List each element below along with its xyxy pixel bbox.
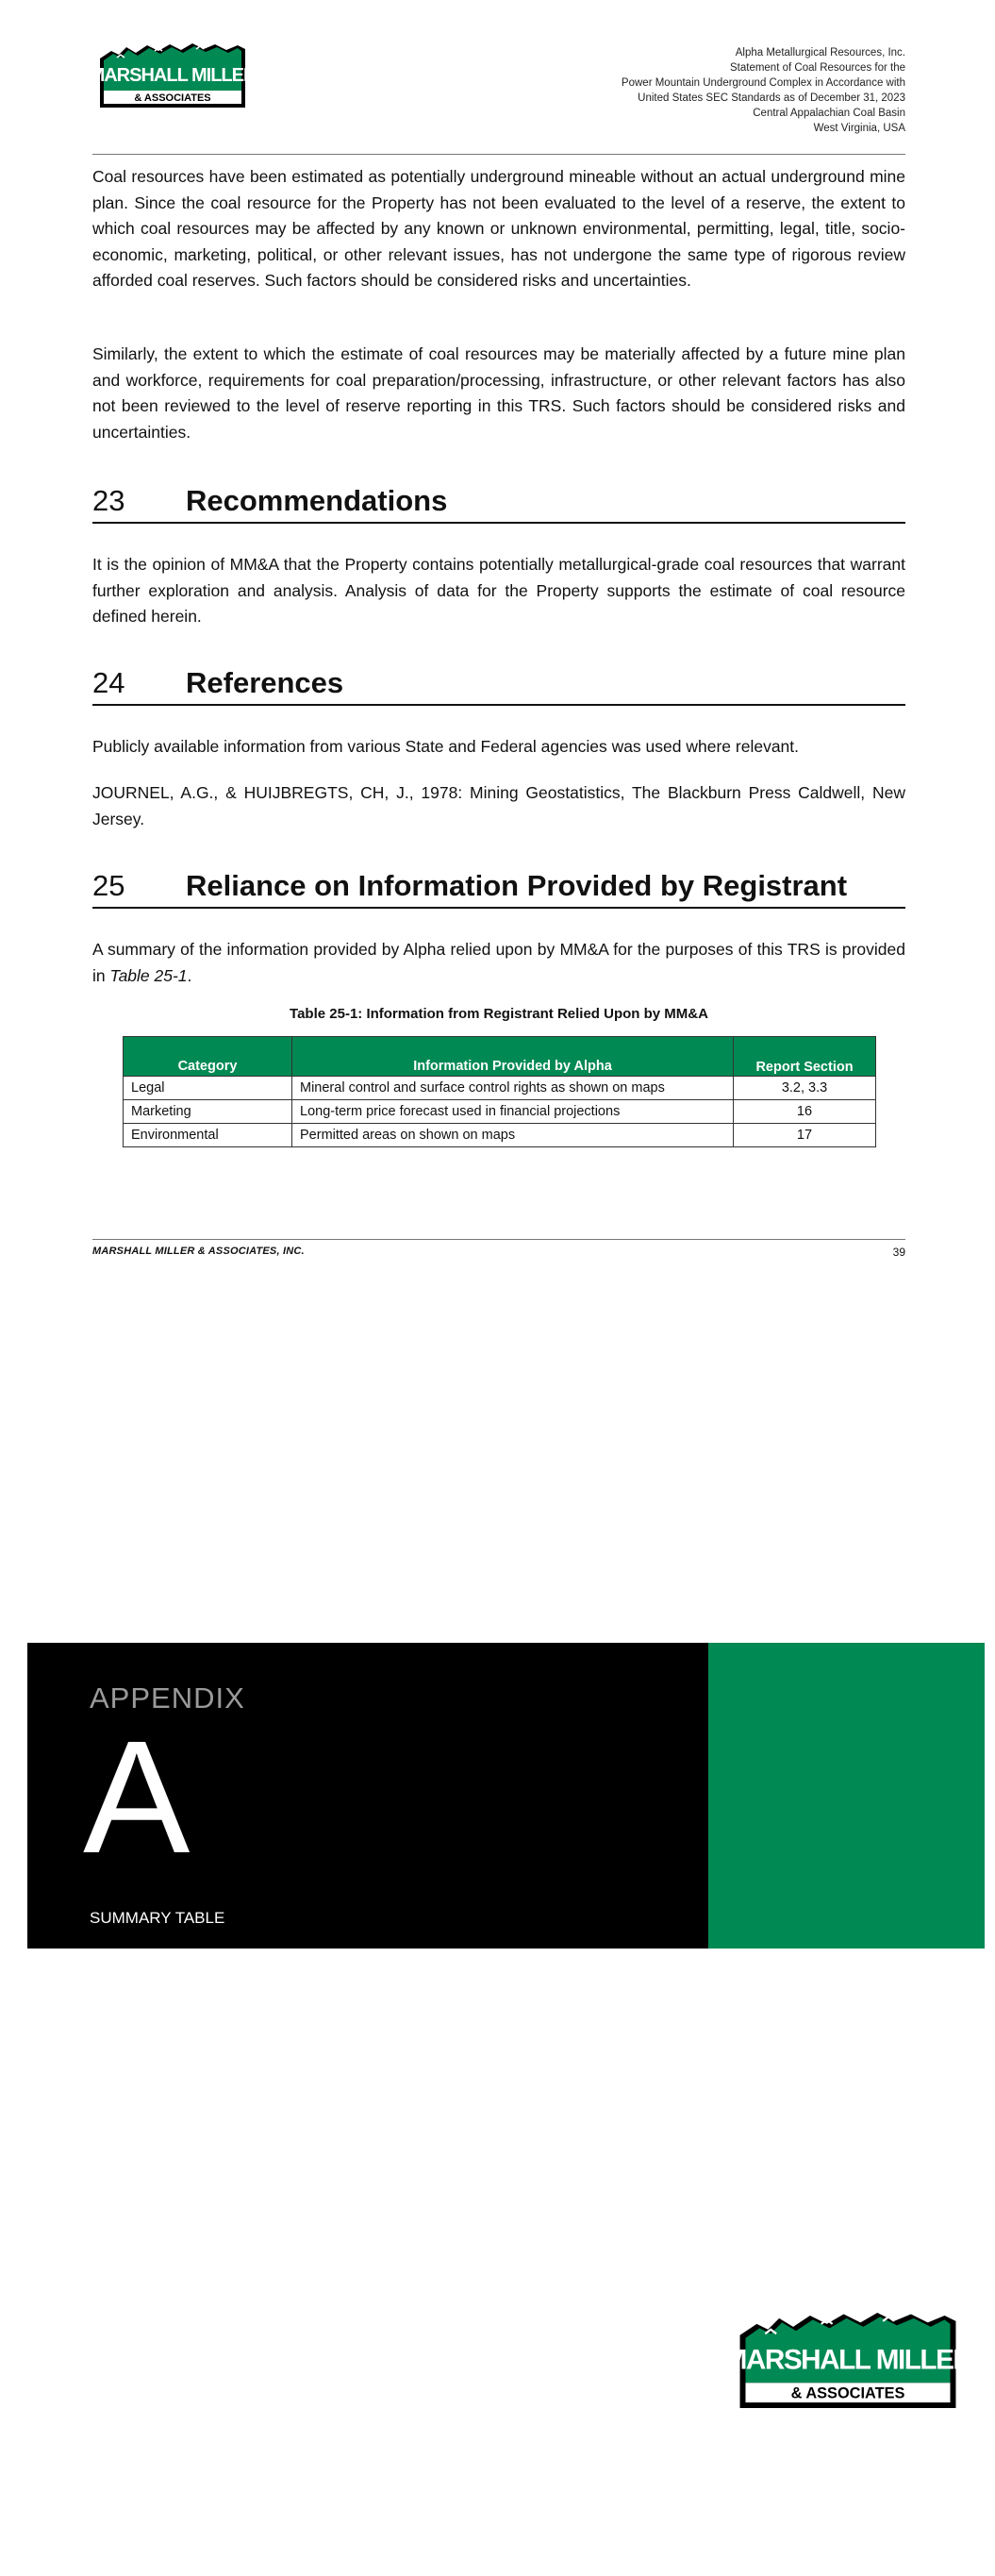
svg-text:& ASSOCIATES: & ASSOCIATES (790, 2384, 905, 2402)
appendix-subtitle: SUMMARY TABLE (90, 1909, 225, 1927)
column-header-information: Information Provided by Alpha (292, 1037, 734, 1077)
table-header-row (124, 1037, 876, 1077)
table-cell: Permitted areas on shown on maps (292, 1124, 734, 1147)
header-line: Statement of Coal Resources for the (729, 62, 905, 74)
section-number: 23 (92, 484, 125, 517)
column-header-category: Category (124, 1037, 292, 1077)
table-cell: Mineral control and surface control rights as shown on maps (292, 1077, 734, 1100)
table-cell: Environmental (124, 1124, 292, 1147)
section-heading-references (92, 666, 905, 706)
table-caption: Table 25-1: Information from Registrant Relied Upon by MM&A (290, 1006, 708, 1022)
header-line: Central Appalachian Coal Basin (753, 108, 905, 119)
summary-end: . (187, 965, 192, 985)
section-number: 25 (92, 869, 125, 902)
section-heading-reliance (92, 869, 905, 909)
company-logo (89, 42, 257, 116)
section-title: Reliance on Information Provided by Registrant (186, 869, 848, 902)
table-cell: Legal (124, 1077, 292, 1100)
table-cell: 17 (734, 1124, 876, 1147)
page-number: 39 (892, 1246, 905, 1259)
column-header-report-section: Report Section (734, 1037, 876, 1077)
footer-divider (92, 1239, 905, 1240)
table-cell: Marketing (124, 1100, 292, 1124)
header-line: West Virginia, USA (813, 123, 905, 134)
table-row (124, 1077, 876, 1100)
appendix-label: APPENDIX (90, 1681, 245, 1715)
paragraph-recommendations: It is the opinion of MM&A that the Property contains potentially metallurgical-grade coal resources that warrant further exploration and analysis. Analysis of data for the Property supports the estimate of coal resource defined herein. (92, 555, 905, 626)
table-row (124, 1124, 876, 1147)
logo-graphic (723, 2310, 972, 2414)
reference-journel: JOURNEL, A.G., & HUIJBREGTS, CH, J., 1978: Mining Geostatistics, The Blackburn Press Caldwell, New Jersey. (92, 783, 905, 828)
header-line: Alpha Metallurgical Resources, Inc. (735, 47, 905, 59)
table-cell: Long-term price forecast used in financial projections (292, 1100, 734, 1124)
svg-text:MARSHALL MILLER: MARSHALL MILLER (89, 65, 257, 86)
section-title: References (186, 666, 344, 699)
paragraph-coal-resources: Coal resources have been estimated as potentially underground mineable without an actual underground mine plan. Since the coal resource for the Property has not been evaluated to the level of a reserve, the extent to which coal resources may be affected by any known or unknown environmental, permitting, legal, title, socio-economic, marketing, political, or other relevant issues, has not undergone the same type of rigorous review afforded coal reserves. Such factors should be considered risks and uncertainties. (92, 167, 905, 290)
appendix-accent-block (708, 1643, 985, 1949)
footer-company: MARSHALL MILLER & ASSOCIATES, INC. (92, 1246, 305, 1257)
table-cell: 3.2, 3.3 (734, 1077, 876, 1100)
paragraph-summary (92, 937, 905, 989)
section-number: 24 (92, 666, 125, 699)
table-reference: Table 25-1 (109, 965, 188, 985)
paragraph-future-mine-plan: Similarly, the extent to which the estimate of coal resources may be materially affected by a future mine plan and workforce, requirements for coal preparation/processing, infrastructure, or other relevant factors has also not been reviewed to the level of reserve reporting in this TRS. Such factors should be considered risks and uncertainties. (92, 344, 905, 442)
logo-graphic (89, 42, 257, 111)
registrant-info-table (123, 1036, 876, 1147)
company-logo-large (723, 2310, 972, 2418)
report-header-info (622, 45, 905, 136)
paragraph-public-info: Publicly available information from various State and Federal agencies was used where relevant. (92, 737, 800, 756)
header-line: Power Mountain Underground Complex in Accordance with (621, 77, 905, 89)
header-divider (92, 154, 905, 155)
svg-text:& ASSOCIATES: & ASSOCIATES (134, 92, 211, 104)
section-title: Recommendations (186, 484, 448, 517)
section-heading-recommendations (92, 484, 905, 524)
header-line: United States SEC Standards as of December 31, 2023 (638, 92, 905, 104)
svg-text:MARSHALL MILLER: MARSHALL MILLER (723, 2344, 972, 2376)
table-cell: 16 (734, 1100, 876, 1124)
summary-text: A summary of the information provided by Alpha relied upon by MM&A for the purposes of this TRS is provided in (92, 940, 905, 985)
table-row (124, 1100, 876, 1124)
appendix-letter: A (83, 1708, 191, 1887)
